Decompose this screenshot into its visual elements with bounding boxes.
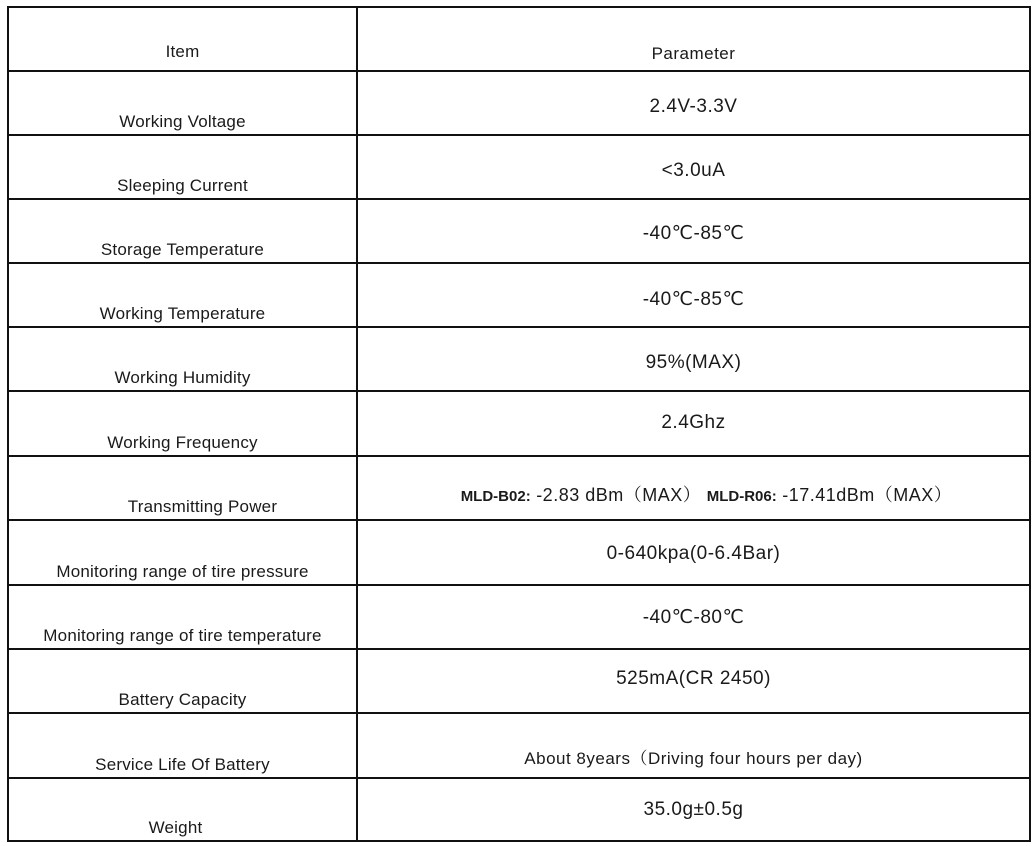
item-cell <box>8 263 357 327</box>
item-cell <box>8 649 357 713</box>
parameter-cell <box>357 135 1030 199</box>
table-row <box>8 778 1030 841</box>
parameter-cell <box>357 713 1030 778</box>
item-cell <box>8 713 357 778</box>
table-row <box>8 135 1030 199</box>
item-label: Storage Temperature <box>100 240 265 259</box>
parameter-value: 2.4V-3.3V <box>649 96 738 117</box>
table-row <box>8 649 1030 713</box>
header-parameter-cell <box>357 7 1030 71</box>
item-label: Transmitting Power <box>127 497 278 516</box>
item-cell <box>8 520 357 585</box>
item-cell <box>8 391 357 456</box>
table-row <box>8 263 1030 327</box>
parameter-cell <box>357 71 1030 135</box>
parameter-value: <3.0uA <box>661 160 726 181</box>
parameter-cell <box>357 778 1030 841</box>
item-cell <box>8 327 357 391</box>
item-cell <box>8 135 357 199</box>
parameter-cell <box>357 585 1030 649</box>
parameter-cell <box>357 327 1030 391</box>
parameter-cell <box>357 456 1030 520</box>
item-label: Working Frequency <box>107 433 258 452</box>
table-row <box>8 327 1030 391</box>
item-label: Sleeping Current <box>117 176 248 195</box>
item-label: Monitoring range of tire temperature <box>43 626 322 645</box>
table-row <box>8 713 1030 778</box>
table-row <box>8 585 1030 649</box>
item-label: Monitoring range of tire pressure <box>56 562 309 581</box>
model-b02-power: -2.83 dBm（MAX） <box>530 485 707 505</box>
item-label: Weight <box>148 818 203 837</box>
parameter-value: -40℃-85℃ <box>642 289 745 310</box>
item-cell <box>8 778 357 841</box>
table-row <box>8 199 1030 263</box>
item-cell <box>8 456 357 520</box>
parameter-value: 525mA(CR 2450) <box>616 668 771 689</box>
header-item-cell <box>8 7 357 71</box>
parameter-value <box>384 481 1029 507</box>
parameter-cell <box>357 649 1030 713</box>
table-row <box>8 391 1030 456</box>
parameter-cell <box>357 199 1030 263</box>
parameter-cell <box>357 391 1030 456</box>
item-label: Working Voltage <box>119 112 246 131</box>
item-label: Battery Capacity <box>118 690 247 709</box>
parameter-value: 35.0g±0.5g <box>643 799 744 820</box>
item-label: Working Humidity <box>114 368 251 387</box>
parameter-value: 95%(MAX) <box>645 352 742 373</box>
parameter-cell <box>357 520 1030 585</box>
table-row <box>8 71 1030 135</box>
parameter-value: 2.4Ghz <box>661 412 726 433</box>
parameter-value: -40℃-80℃ <box>642 607 745 628</box>
model-r06-power: -17.41dBm（MAX） <box>776 485 953 505</box>
item-cell <box>8 585 357 649</box>
parameter-value: -40℃-85℃ <box>642 223 745 244</box>
table-row <box>8 520 1030 585</box>
table-header-row <box>8 7 1030 71</box>
header-item-label: Item <box>165 42 200 61</box>
model-r06-label: MLD-R06: <box>706 488 777 505</box>
item-label: Working Temperature <box>99 304 266 323</box>
item-cell <box>8 71 357 135</box>
table-row <box>8 456 1030 520</box>
parameter-value: About 8years（Driving four hours per day) <box>524 749 863 768</box>
item-label: Service Life Of Battery <box>95 755 270 774</box>
header-parameter-label: Parameter <box>651 44 736 63</box>
parameter-value: 0-640kpa(0-6.4Bar) <box>606 543 781 564</box>
item-cell <box>8 199 357 263</box>
model-b02-label: MLD-B02: <box>460 488 531 505</box>
parameter-cell <box>357 263 1030 327</box>
specification-table <box>7 6 1031 842</box>
